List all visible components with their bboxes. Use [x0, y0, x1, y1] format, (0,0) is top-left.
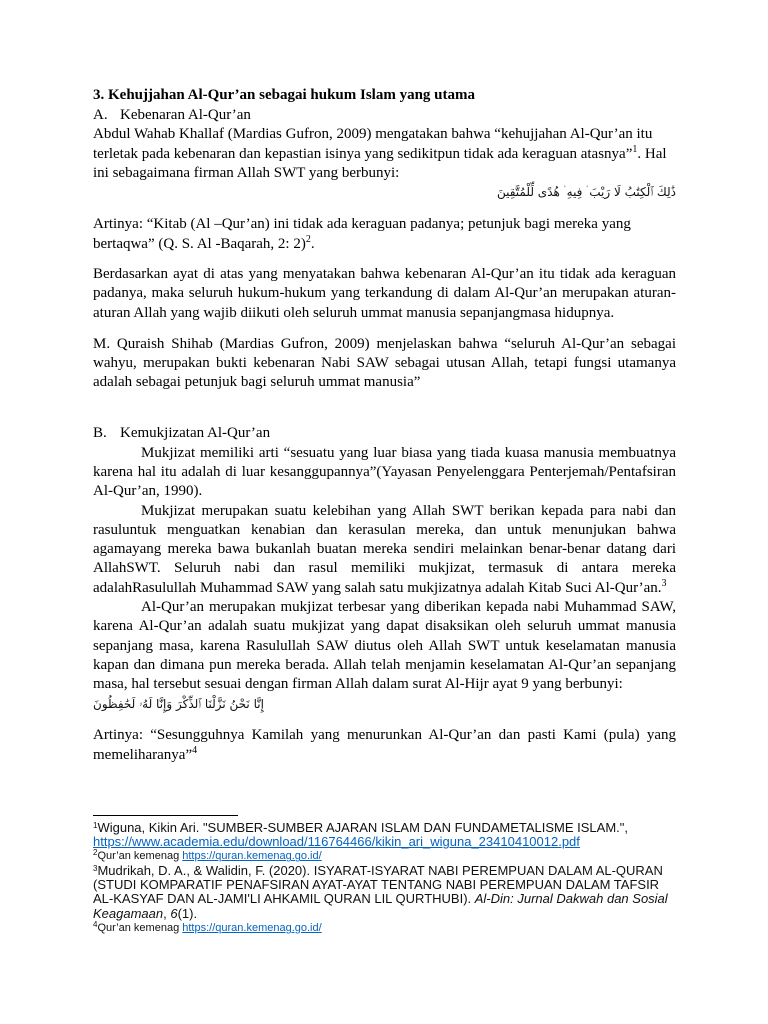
paragraph-khallaf-text: Abdul Wahab Khallaf (Mardias Gufron, 2009) mengatakan bahwa “kehujjahan Al-Qur’an itu terletak pada kebenaran dan kepastian isinya yang sedikitpun tidak ada keraguan atasnya” [93, 126, 653, 162]
footnote-3-journal: Al-Din: Jurnal Dakwah dan Sosial Keagamaan [93, 891, 668, 921]
footnote-1-number: 1 [93, 820, 98, 830]
paragraph-mukjizat-kelebihan-text: Mukjizat merupakan suatu kelebihan yang Allah SWT berikan kepada para nabi dan rasuluntuk menguatkan kenabian dan kerasulan mereka, dan untuk menunjukan bahwa agamayang mereka bawa bukanlah buatan mereka sendiri melainkan benar-benar datang dari AllahSWT. Seluruh nabi dan rasul memiliki mukjizat, termasuk di antara mereka adalahRasulullah Muhammad SAW yang salah satu mukjizatnya adalah Kitab Suci Al-Qur’an. [93, 502, 676, 596]
footnote-4-number: 4 [93, 919, 98, 929]
footnote-ref-4: 4 [192, 744, 198, 756]
footnote-4 [93, 921, 676, 935]
translation-al-hijr [93, 726, 676, 765]
footnote-1-text: Wiguna, Kikin Ari. "SUMBER-SUMBER AJARAN ISLAM DAN FUNDAMETALISME ISLAM.", [97, 819, 628, 835]
paragraph-mukjizat-kelebihan [93, 502, 676, 598]
paragraph-quraish-shihab: M. Quraish Shihab (Mardias Gufron, 2009) menjelaskan bahwa “seluruh Al-Qur’an sebagai wahyu, merupakan bukti kebenaran Nabi SAW sebagai utusan Allah, tetapi fungsi utamanya adalah sebagai petunjuk bagi seluruh ummat manusia” [93, 335, 676, 391]
footnote-3-number: 3 [93, 863, 98, 873]
footnote-3-text: Mudrikah, D. A., & Walidin, F. (2020). ISYARAT-ISYARAT NABI PEREMPUAN DALAM AL-QURAN (STUDI KOMPARATIF PENAFSIRAN AYAT-AYAT TENTANG NABI PEREMPUAN DALAM TAFSIR AL-KASYAF DAN AL-JAMI'LI AHKAMIL QURAN LIL QURTHUBI). [93, 862, 663, 907]
footnote-3-separator: , [163, 905, 171, 921]
footnote-ref-1: 1 [632, 143, 638, 155]
paragraph-mukjizat-definition: Mukjizat memiliki arti “sesuatu yang luar biasa yang tiada kuasa manusia membuatnya karena hal itu adalah di luar kesanggupannya”(Yayasan Penyelenggara Penterjemah/Pentafsiran Al-Qur’an, 1990). [93, 444, 676, 500]
footnote-separator [93, 815, 238, 816]
footnote-2-number: 2 [93, 848, 98, 858]
footnote-4-text: Qur’an kemenag [97, 921, 183, 934]
footnote-ref-2: 2 [305, 233, 311, 245]
body-text-section-b [93, 424, 676, 765]
subsection-a-marker: A. [93, 106, 108, 123]
section-heading: 3. Kehujjahan Al-Qur’an sebagai hukum Islam yang utama [93, 87, 476, 104]
footnote-3-issue: (1). [177, 905, 198, 921]
footnote-2 [93, 849, 676, 863]
subsection-a-heading [93, 106, 676, 125]
translation-baqarah-tail: . [310, 235, 315, 252]
subsection-b-heading [93, 424, 676, 443]
paragraph-khallaf-tail: . Hal ini sebagaimana firman Allah SWT yang berbunyi: [93, 145, 667, 181]
footnote-4-link[interactable]: https://quran.kemenag.go.id/ [182, 921, 322, 934]
translation-baqarah-text: Artinya: “Kitab (Al –Qur’an) ini tidak ada keraguan padanya; petunjuk bagi mereka yang bertaqwa” (Q. S. Al -Baqarah, 2: 2) [93, 216, 631, 252]
footnote-ref-3: 3 [661, 577, 667, 589]
footnote-3-volume: 6 [170, 905, 178, 921]
paragraph-berdasarkan: Berdasarkan ayat di atas yang menyatakan bahwa kebenaran Al-Qur’an itu tidak ada keraguan padanya, maka seluruh hukum-hukum yang terkandung di dalam Al-Qur’an merupakan aturan-aturan Allah yang wajib diikuti oleh seluruh ummat manusia sepanjangmasa hidupnya. [93, 265, 676, 321]
subsection-a-title: Kebenaran Al-Qur’an [120, 106, 251, 123]
subsection-b-marker: B. [93, 425, 107, 442]
footnote-2-text: Qur’an kemenag [97, 850, 183, 863]
body-text-section-a [93, 86, 676, 392]
footnote-2-link[interactable]: https://quran.kemenag.go.id/ [182, 850, 322, 863]
arabic-verse-baqarah: ذَٰلِكَ ٱلْكِتَٰبُ لَا رَيْبَ ۛ فِيهِ ۛ هُدًى لِّلْمُتَّقِينَ [496, 185, 676, 200]
translation-al-hijr-text: Artinya: “Sesungguhnya Kamilah yang menurunkan Al-Qur’an dan pasti Kami (pula) yang memeliharanya” [93, 727, 676, 763]
footnote-1 [93, 821, 676, 850]
footnote-1-link[interactable]: https://www.academia.edu/download/116764466/kikin_ari_wiguna_23410410012.pdf [93, 834, 580, 850]
footnotes [93, 821, 676, 935]
footnote-3 [93, 864, 676, 921]
translation-baqarah [93, 215, 676, 254]
paragraph-khallaf [93, 125, 676, 183]
subsection-b-title: Kemukjizatan Al-Qur’an [120, 425, 271, 442]
paragraph-mukjizat-terbesar: Al-Qur’an merupakan mukjizat terbesar yang diberikan kepada nabi Muhammad SAW, karena Al-Qur’an adalah suatu mukjizat yang dapat disaksikan oleh seluruh ummat manusia sepanjang masa, karena Rasulullah SAW diutus oleh Allah SWT untuk keselamatan manusia kapan dan dimana pun mereka berada. Allah telah menjamin keselamatan Al-Qur’an sepanjang masa, hal tersebut sesuai dengan firman Allah dalam surat Al-Hijr ayat 9 yang berbunyi: [93, 599, 676, 693]
arabic-verse-al-hijr: إِنَّا نَحْنُ نَزَّلْنَا ٱلذِّكْرَ وَإِنَّا لَهُۥ لَحَٰفِظُونَ [93, 696, 264, 711]
